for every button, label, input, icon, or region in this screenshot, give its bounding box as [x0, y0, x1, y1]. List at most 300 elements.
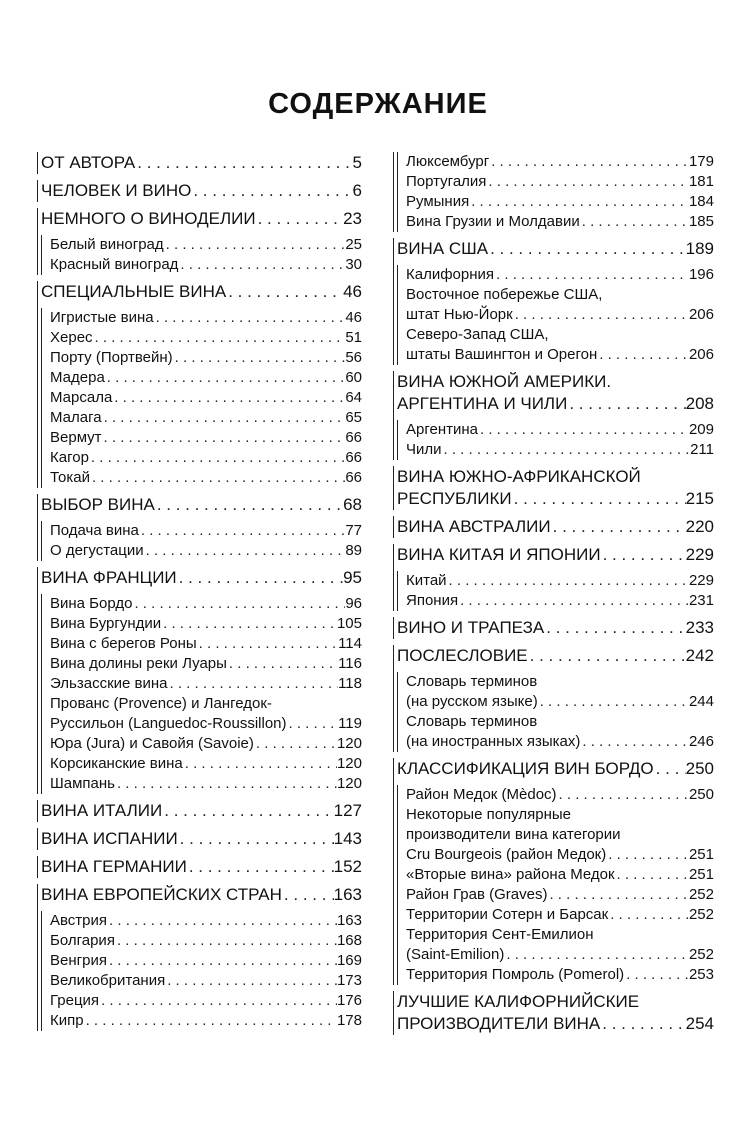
section-heading	[41, 856, 362, 878]
section-entry[interactable]	[397, 758, 714, 780]
subsection-page-number: 66	[345, 449, 362, 466]
subsection-entry[interactable]	[50, 734, 362, 754]
subsection-item	[406, 265, 714, 285]
section-page-number: 5	[352, 153, 362, 172]
toc-section	[37, 208, 362, 275]
section-label: ВИНА США	[397, 239, 489, 258]
section-entry[interactable]	[41, 180, 362, 202]
dot-leader	[164, 235, 346, 255]
subsection-page-number: 89	[345, 542, 362, 559]
subsection-entry[interactable]	[50, 971, 362, 991]
subsection-entry[interactable]	[50, 428, 362, 448]
section-label: ВИНО И ТРАПЕЗА	[397, 618, 545, 637]
subsection-item	[50, 388, 362, 408]
section-page-number: 220	[685, 517, 714, 536]
subsection-item	[50, 428, 362, 448]
subsection-item	[50, 774, 362, 794]
subsection-entry[interactable]	[50, 448, 362, 468]
subsection-page-number: 231	[688, 592, 714, 609]
section-title-line: ЛУЧШИЕ КАЛИФОРНИЙСКИЕ	[397, 992, 640, 1011]
subsection-entry[interactable]	[50, 634, 362, 654]
toc-right-column	[393, 152, 714, 1041]
section-heading	[41, 208, 362, 230]
section-label: ВИНА ГЕРМАНИИ	[41, 857, 187, 876]
subsection-entry[interactable]	[406, 785, 714, 805]
section-heading	[41, 567, 362, 589]
subsection-page-number: 184	[688, 193, 714, 210]
subsection-page-number: 96	[345, 595, 362, 612]
subsection-item	[406, 172, 714, 192]
dot-leader	[178, 828, 334, 850]
dot-leader	[107, 911, 337, 931]
subsection-group	[41, 521, 362, 561]
subsection-list	[42, 911, 362, 1031]
section-body	[38, 856, 362, 878]
section-label: ВИНА ЕВРОПЕЙСКИХ СТРАН	[41, 885, 282, 904]
section-page-number: 189	[685, 239, 714, 258]
section-label: ОТ АВТОРА	[41, 153, 136, 172]
section-entry[interactable]	[41, 281, 362, 303]
subsection-entry[interactable]	[50, 991, 362, 1011]
section-entry[interactable]	[397, 1013, 714, 1035]
subsection-page-number: 51	[345, 329, 362, 346]
section-entry[interactable]	[397, 393, 714, 415]
dot-leader	[139, 521, 345, 541]
dot-leader	[287, 714, 339, 734]
dot-leader	[135, 152, 352, 174]
subsection-entry[interactable]	[406, 420, 714, 440]
dot-leader	[547, 885, 689, 905]
dot-leader	[488, 238, 686, 260]
subsection-group	[41, 911, 362, 1031]
section-entry[interactable]	[397, 617, 714, 639]
dot-leader	[600, 1013, 685, 1035]
subsection-page-number: 66	[345, 469, 362, 486]
subsection-entry[interactable]	[406, 152, 714, 172]
subsection-title-line: Словарь терминов	[406, 713, 538, 730]
subsection-entry[interactable]	[50, 235, 362, 255]
subsection-item	[50, 368, 362, 388]
dot-leader	[513, 305, 689, 325]
dot-leader	[90, 468, 345, 488]
section-entry[interactable]	[41, 567, 362, 589]
subsection-label: Португалия	[406, 173, 487, 190]
section-body	[38, 281, 362, 488]
subsection-group	[397, 571, 714, 611]
dot-leader	[282, 884, 334, 906]
section-entry[interactable]	[41, 884, 362, 906]
section-page-number: 6	[352, 181, 362, 200]
section-page-number: 233	[685, 618, 714, 637]
subsection-label: Cru Bourgeois (район Медок)	[406, 846, 607, 863]
subsection-label: Греция	[50, 992, 100, 1009]
subsection-entry[interactable]	[50, 308, 362, 328]
subsection-entry[interactable]	[406, 732, 714, 752]
section-heading	[397, 617, 714, 639]
subsection-item	[50, 1011, 362, 1031]
dot-leader	[447, 571, 689, 591]
subsection-entry[interactable]	[50, 328, 362, 348]
section-body	[394, 238, 714, 365]
subsection-label: Шампань	[50, 775, 115, 792]
subsection-item	[50, 328, 362, 348]
dot-leader	[597, 345, 689, 365]
subsection-page-number: 179	[688, 153, 714, 170]
toc-section	[37, 828, 362, 850]
section-heading	[41, 828, 362, 850]
toc-section	[37, 884, 362, 1031]
subsection-list	[42, 521, 362, 561]
section-body	[394, 466, 714, 510]
subsection-page-number: 251	[688, 846, 714, 863]
subsection-page-number: 253	[688, 966, 714, 983]
section-body	[394, 991, 714, 1035]
subsection-page-number: 209	[688, 421, 714, 438]
section-heading	[397, 544, 714, 566]
section-body	[394, 544, 714, 611]
subsection-page-number: 46	[345, 309, 362, 326]
subsection-page-number: 251	[688, 866, 714, 883]
section-label: НЕМНОГО О ВИНОДЕЛИИ	[41, 209, 256, 228]
section-label: РЕСПУБЛИКИ	[397, 489, 512, 508]
dot-leader	[107, 951, 337, 971]
dot-leader	[504, 945, 689, 965]
subsection-item	[406, 712, 714, 752]
subsection-item	[50, 991, 362, 1011]
dot-leader	[99, 991, 337, 1011]
subsection-item	[406, 212, 714, 232]
section-page-number: 208	[685, 394, 714, 413]
subsection-item	[50, 674, 362, 694]
subsection-entry[interactable]	[50, 951, 362, 971]
subsection-item	[50, 468, 362, 488]
section-page-number: 152	[333, 857, 362, 876]
section-page-number: 242	[685, 646, 714, 665]
subsection-page-number: 168	[336, 932, 362, 949]
dot-leader	[89, 448, 345, 468]
subsection-item	[406, 285, 714, 325]
dot-leader	[608, 905, 689, 925]
subsection-entry[interactable]	[50, 468, 362, 488]
dot-leader	[442, 440, 691, 460]
dot-leader	[144, 541, 346, 561]
section-entry[interactable]	[397, 645, 714, 667]
subsection-label: Порту (Портвейн)	[50, 349, 173, 366]
section-title-line: ВИНА ЮЖНОЙ АМЕРИКИ.	[397, 372, 612, 391]
section-heading	[41, 884, 362, 906]
subsection-entry[interactable]	[406, 885, 714, 905]
subsection-page-number: 252	[688, 946, 714, 963]
subsection-page-number: 206	[688, 346, 714, 363]
subsection-entry[interactable]	[406, 905, 714, 925]
section-body	[38, 152, 362, 174]
subsection-group	[41, 235, 362, 275]
section-body	[38, 208, 362, 275]
dot-leader	[538, 692, 689, 712]
subsection-page-number: 66	[345, 429, 362, 446]
dot-leader	[173, 348, 346, 368]
subsection-label: Корсиканские вина	[50, 755, 183, 772]
section-body	[394, 758, 714, 985]
subsection-page-number: 246	[688, 733, 714, 750]
dot-leader	[178, 255, 345, 275]
subsection-group	[397, 785, 714, 985]
dot-leader	[84, 1011, 337, 1031]
section-label: ВИНА ИСПАНИИ	[41, 829, 178, 848]
subsection-entry[interactable]	[406, 945, 714, 965]
section-label: ВИНА ИТАЛИИ	[41, 801, 163, 820]
subsection-entry[interactable]	[50, 388, 362, 408]
section-label: СПЕЦИАЛЬНЫЕ ВИНА	[41, 282, 227, 301]
subsection-group	[397, 420, 714, 460]
subsection-label: Район Грав (Graves)	[406, 886, 548, 903]
toc-section	[37, 180, 362, 202]
section-page-number: 23	[343, 209, 362, 228]
section-label: АРГЕНТИНА И ЧИЛИ	[397, 394, 568, 413]
subsection-label: (на русском языке)	[406, 693, 538, 710]
section-body	[38, 180, 362, 202]
section-label: ПРОИЗВОДИТЕЛИ ВИНА	[397, 1014, 601, 1033]
subsection-item	[406, 440, 714, 460]
subsection-entry[interactable]	[50, 674, 362, 694]
section-heading	[41, 180, 362, 202]
subsection-page-number: 116	[338, 655, 362, 672]
section-entry[interactable]	[41, 494, 362, 516]
subsection-label: (Saint-Emilion)	[406, 946, 505, 963]
subsection-entry[interactable]	[406, 345, 714, 365]
subsection-page-number: 185	[688, 213, 714, 230]
subsection-entry[interactable]	[50, 754, 362, 774]
subsection-entry[interactable]	[50, 614, 362, 634]
subsection-entry[interactable]	[406, 212, 714, 232]
dot-leader	[528, 645, 686, 667]
subsection-item	[50, 448, 362, 468]
dot-leader	[162, 800, 333, 822]
dot-leader	[580, 732, 689, 752]
subsection-entry[interactable]	[50, 348, 362, 368]
subsection-label: Кагор	[50, 449, 89, 466]
toc-section	[37, 856, 362, 878]
section-body	[394, 645, 714, 752]
subsection-item	[50, 694, 362, 734]
subsection-page-number: 176	[336, 992, 362, 1009]
dot-leader	[615, 865, 689, 885]
section-heading	[41, 152, 362, 174]
section-label: ЧЕЛОВЕК И ВИНО	[41, 181, 192, 200]
subsection-page-number: 77	[345, 522, 362, 539]
subsection-group	[397, 672, 714, 752]
subsection-entry[interactable]	[406, 571, 714, 591]
section-heading	[41, 800, 362, 822]
subsection-label: Район Медок (Mèdoc)	[406, 786, 557, 803]
dot-leader	[601, 544, 686, 566]
subsection-label: Вина долины реки Луары	[50, 655, 227, 672]
section-page-number: 215	[685, 489, 714, 508]
dot-leader	[458, 591, 689, 611]
subsection-list	[42, 235, 362, 275]
section-heading	[397, 238, 714, 260]
subsection-label: О дегустации	[50, 542, 144, 559]
toc-section	[37, 567, 362, 794]
section-entry[interactable]	[41, 800, 362, 822]
section-heading	[397, 758, 714, 780]
subsection-list	[398, 265, 714, 365]
dot-leader	[624, 965, 689, 985]
toc-section	[393, 238, 714, 365]
subsection-entry[interactable]	[50, 368, 362, 388]
dot-leader	[580, 212, 689, 232]
subsection-item	[50, 594, 362, 614]
subsection-label: Калифорния	[406, 266, 495, 283]
subsection-item	[50, 408, 362, 428]
subsection-entry[interactable]	[406, 692, 714, 712]
section-entry[interactable]	[41, 856, 362, 878]
subsection-label: Великобритания	[50, 972, 166, 989]
section-entry[interactable]	[397, 544, 714, 566]
dot-leader	[168, 674, 339, 694]
subsection-label: Юра (Jura) и Савойя (Savoie)	[50, 735, 254, 752]
section-page-number: 95	[343, 568, 362, 587]
subsection-page-number: 250	[688, 786, 714, 803]
toc-section	[37, 152, 362, 174]
toc-section	[393, 466, 714, 510]
subsection-item	[50, 931, 362, 951]
section-body	[38, 884, 362, 1031]
subsection-page-number: 252	[688, 886, 714, 903]
subsection-label: Территория Помроль (Pomerol)	[406, 966, 625, 983]
section-label: ВЫБОР ВИНА	[41, 495, 155, 514]
subsection-entry[interactable]	[50, 594, 362, 614]
subsection-entry[interactable]	[406, 192, 714, 212]
subsection-label: Малага	[50, 409, 102, 426]
subsection-entry[interactable]	[50, 255, 362, 275]
subsection-entry[interactable]	[406, 265, 714, 285]
subsection-title-line: Восточное побережье США,	[406, 286, 603, 303]
section-heading	[397, 516, 714, 538]
subsection-page-number: 120	[336, 755, 362, 772]
subsection-label: Китай	[406, 572, 447, 589]
section-body	[38, 494, 362, 561]
subsection-entry[interactable]	[50, 1011, 362, 1031]
section-heading	[397, 466, 714, 510]
subsection-item	[406, 865, 714, 885]
section-heading	[41, 494, 362, 516]
subsection-entry[interactable]	[50, 521, 362, 541]
subsection-entry[interactable]	[50, 408, 362, 428]
section-page-number: 127	[333, 801, 362, 820]
subsection-group	[397, 152, 714, 232]
dot-leader	[654, 758, 686, 780]
dot-leader	[191, 180, 352, 202]
subsection-entry[interactable]	[406, 440, 714, 460]
subsection-item	[406, 965, 714, 985]
subsection-entry[interactable]	[50, 931, 362, 951]
section-page-number: 143	[333, 829, 362, 848]
toc-section	[393, 371, 714, 460]
dot-leader	[105, 368, 346, 388]
dot-leader	[183, 754, 337, 774]
subsection-list	[42, 594, 362, 794]
section-body	[394, 516, 714, 538]
subsection-page-number: 229	[688, 572, 714, 589]
toc-section	[393, 516, 714, 538]
subsection-entry[interactable]	[406, 845, 714, 865]
subsection-item	[50, 971, 362, 991]
subsection-entry[interactable]	[406, 305, 714, 325]
subsection-page-number: 181	[688, 173, 714, 190]
dot-leader	[486, 172, 689, 192]
subsection-list	[398, 785, 714, 985]
section-entry[interactable]	[397, 516, 714, 538]
dot-leader	[132, 594, 345, 614]
subsection-item	[406, 785, 714, 805]
toc-section	[393, 645, 714, 752]
section-page-number: 46	[343, 282, 362, 301]
subsection-item	[406, 152, 714, 172]
subsection-label: Руссильон (Languedoc-Roussillon)	[50, 715, 287, 732]
subsection-label: Люксембург	[406, 153, 490, 170]
dot-leader	[165, 971, 337, 991]
subsection-entry[interactable]	[50, 654, 362, 674]
subsection-item	[406, 885, 714, 905]
subsection-entry[interactable]	[50, 911, 362, 931]
section-page-number: 163	[333, 885, 362, 904]
subsection-page-number: 252	[688, 906, 714, 923]
dot-leader	[254, 734, 337, 754]
subsection-item	[50, 634, 362, 654]
section-heading	[397, 371, 714, 415]
dot-leader	[115, 931, 337, 951]
subsection-entry[interactable]	[406, 965, 714, 985]
dot-leader	[512, 488, 686, 510]
subsection-label: Вина Бордо	[50, 595, 133, 612]
subsection-item	[50, 754, 362, 774]
subsection-label: Марсала	[50, 389, 113, 406]
section-entry[interactable]	[41, 208, 362, 230]
subsection-label: Токай	[50, 469, 90, 486]
dot-leader	[177, 567, 343, 589]
subsection-entry[interactable]	[50, 541, 362, 561]
subsection-entry[interactable]	[50, 774, 362, 794]
dot-leader	[227, 654, 338, 674]
subsection-group	[41, 308, 362, 488]
page-title: СОДЕРЖАНИЕ	[268, 88, 488, 120]
section-entry[interactable]	[397, 488, 714, 510]
subsection-item	[50, 614, 362, 634]
section-entry[interactable]	[397, 238, 714, 260]
subsection-label: Чили	[406, 441, 442, 458]
subsection-entry[interactable]	[406, 865, 714, 885]
subsection-title-line: Некоторые популярные	[406, 806, 571, 823]
subsection-entry[interactable]	[406, 591, 714, 611]
subsection-label: Подача вина	[50, 522, 139, 539]
subsection-label: штат Нью-Йорк	[406, 306, 513, 323]
section-entry[interactable]	[41, 828, 362, 850]
subsection-list	[398, 571, 714, 611]
subsection-page-number: 25	[345, 236, 362, 253]
subsection-item	[406, 925, 714, 965]
subsection-page-number: 206	[688, 306, 714, 323]
section-body	[394, 371, 714, 460]
subsection-item	[50, 308, 362, 328]
section-entry[interactable]	[41, 152, 362, 174]
toc-section	[393, 991, 714, 1035]
subsection-entry[interactable]	[50, 714, 362, 734]
subsection-page-number: 211	[690, 441, 714, 458]
toc-section	[393, 758, 714, 985]
subsection-entry[interactable]	[406, 172, 714, 192]
toc-section	[393, 152, 714, 232]
